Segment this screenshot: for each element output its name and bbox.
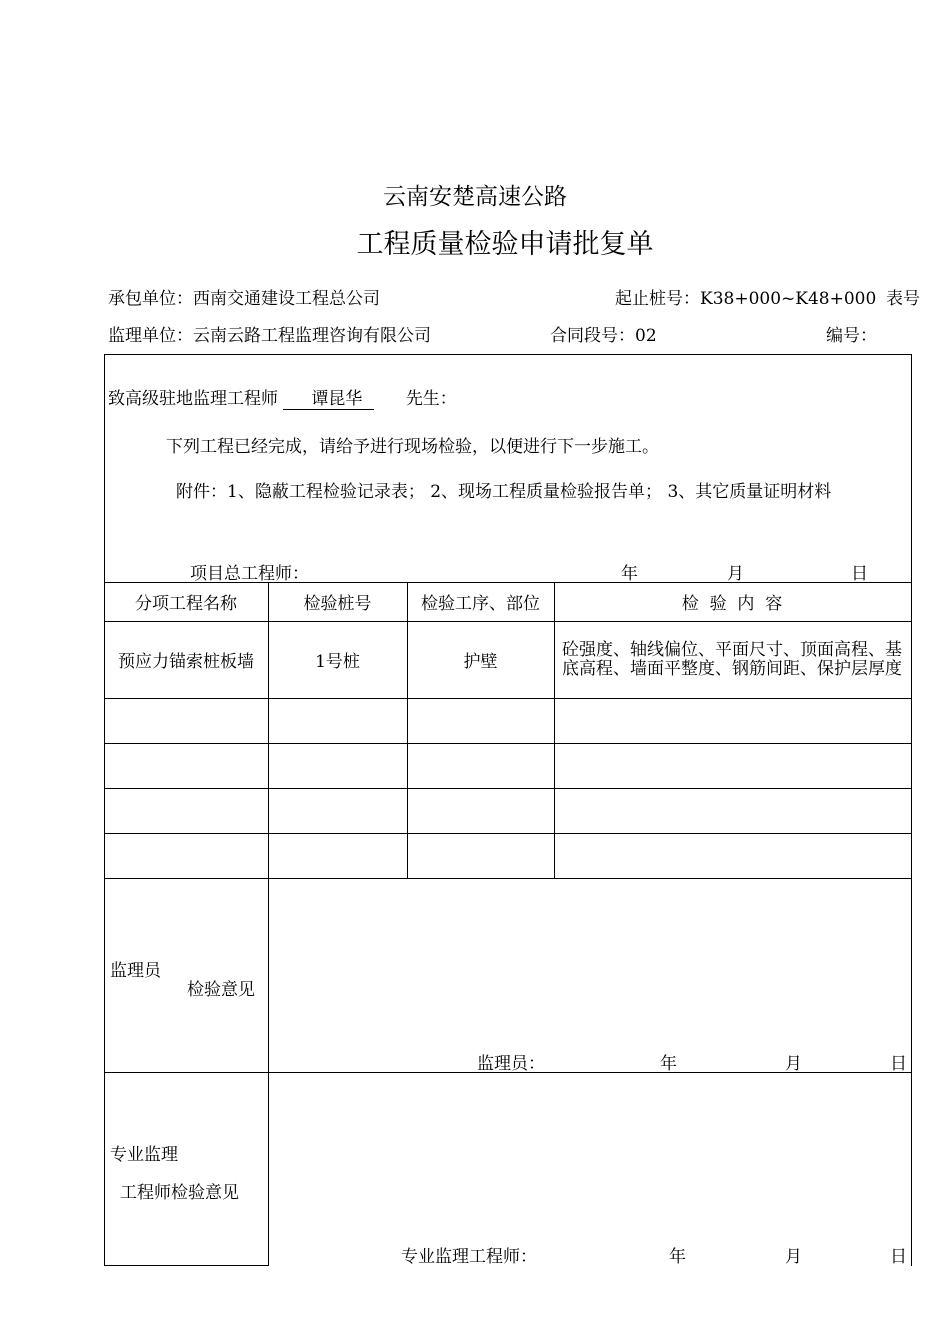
- serial-number-label: 编号：: [826, 326, 877, 346]
- stake-range: 起止桩号：K38+000~K48+000: [615, 289, 877, 309]
- inspector-sign-label: 监理员：: [477, 1054, 545, 1074]
- table-cell: [104, 788, 268, 833]
- title-line-2: 工程质量检验申请批复单: [356, 229, 654, 260]
- attachments: 附件：1、隐蔽工程检验记录表； 2、现场工程质量检验报告单； 3、其它质量证明材料: [176, 482, 832, 502]
- form-number-label: 表号: [886, 289, 920, 309]
- contract-section: 合同段号：02: [550, 326, 657, 346]
- request-addressee: [108, 384, 457, 410]
- specialist-year: 年: [669, 1247, 686, 1267]
- top-border: [104, 354, 912, 355]
- specialist-day: 日: [890, 1247, 907, 1267]
- table-line: [104, 878, 912, 879]
- table-cell: [104, 743, 268, 788]
- bottom-border: [104, 1265, 269, 1266]
- inspector-day: 日: [890, 1054, 907, 1074]
- header-item-name: 分项工程名称: [135, 594, 237, 614]
- chief-engineer-label: 项目总工程师：: [190, 564, 309, 584]
- request-month: 月: [727, 564, 744, 584]
- title-line-1: 云南安楚高速公路: [383, 184, 567, 210]
- inspector-label-2: 检验意见: [187, 980, 255, 1000]
- honorific: 先生：: [405, 389, 457, 409]
- specialist-sign-label: 专业监理工程师：: [401, 1247, 537, 1267]
- inspector-year: 年: [660, 1054, 677, 1074]
- column-divider: [554, 582, 555, 878]
- specialist-label-2: 工程师检验意见: [120, 1183, 239, 1203]
- row1-stake: 1号桩: [315, 652, 360, 672]
- header-content: 检 验 内 容: [681, 594, 783, 614]
- row1-process: 护壁: [463, 652, 498, 672]
- row1-content: 砼强度、轴线偏位、平面尺寸、顶面高程、基底高程、墙面平整度、钢筋间距、保护层厚度: [562, 639, 902, 679]
- specialist-label-1: 专业监理: [110, 1145, 178, 1165]
- supervisor-unit: 监理单位：云南云路工程监理咨询有限公司: [108, 326, 431, 346]
- table-cell: [104, 698, 268, 743]
- header-process: 检验工序、部位: [421, 594, 540, 614]
- inspector-month: 月: [785, 1054, 802, 1074]
- inspector-label-1: 监理员: [110, 961, 161, 981]
- table-cell: [104, 833, 268, 878]
- addressee-label: 致高级驻地监理工程师: [108, 389, 278, 409]
- request-year: 年: [621, 564, 638, 584]
- request-day: 日: [851, 564, 868, 584]
- request-body: 下列工程已经完成，请给予进行现场检验，以便进行下一步施工。: [166, 437, 659, 457]
- engineer-name: 谭昆华: [283, 389, 374, 410]
- opinion-divider: [268, 878, 269, 1266]
- contractor-unit: 承包单位：西南交通建设工程总公司: [108, 289, 380, 309]
- header-stake: 检验桩号: [303, 594, 372, 614]
- row1-item-name: 预应力锚索桩板墙: [118, 652, 254, 672]
- specialist-month: 月: [785, 1247, 802, 1267]
